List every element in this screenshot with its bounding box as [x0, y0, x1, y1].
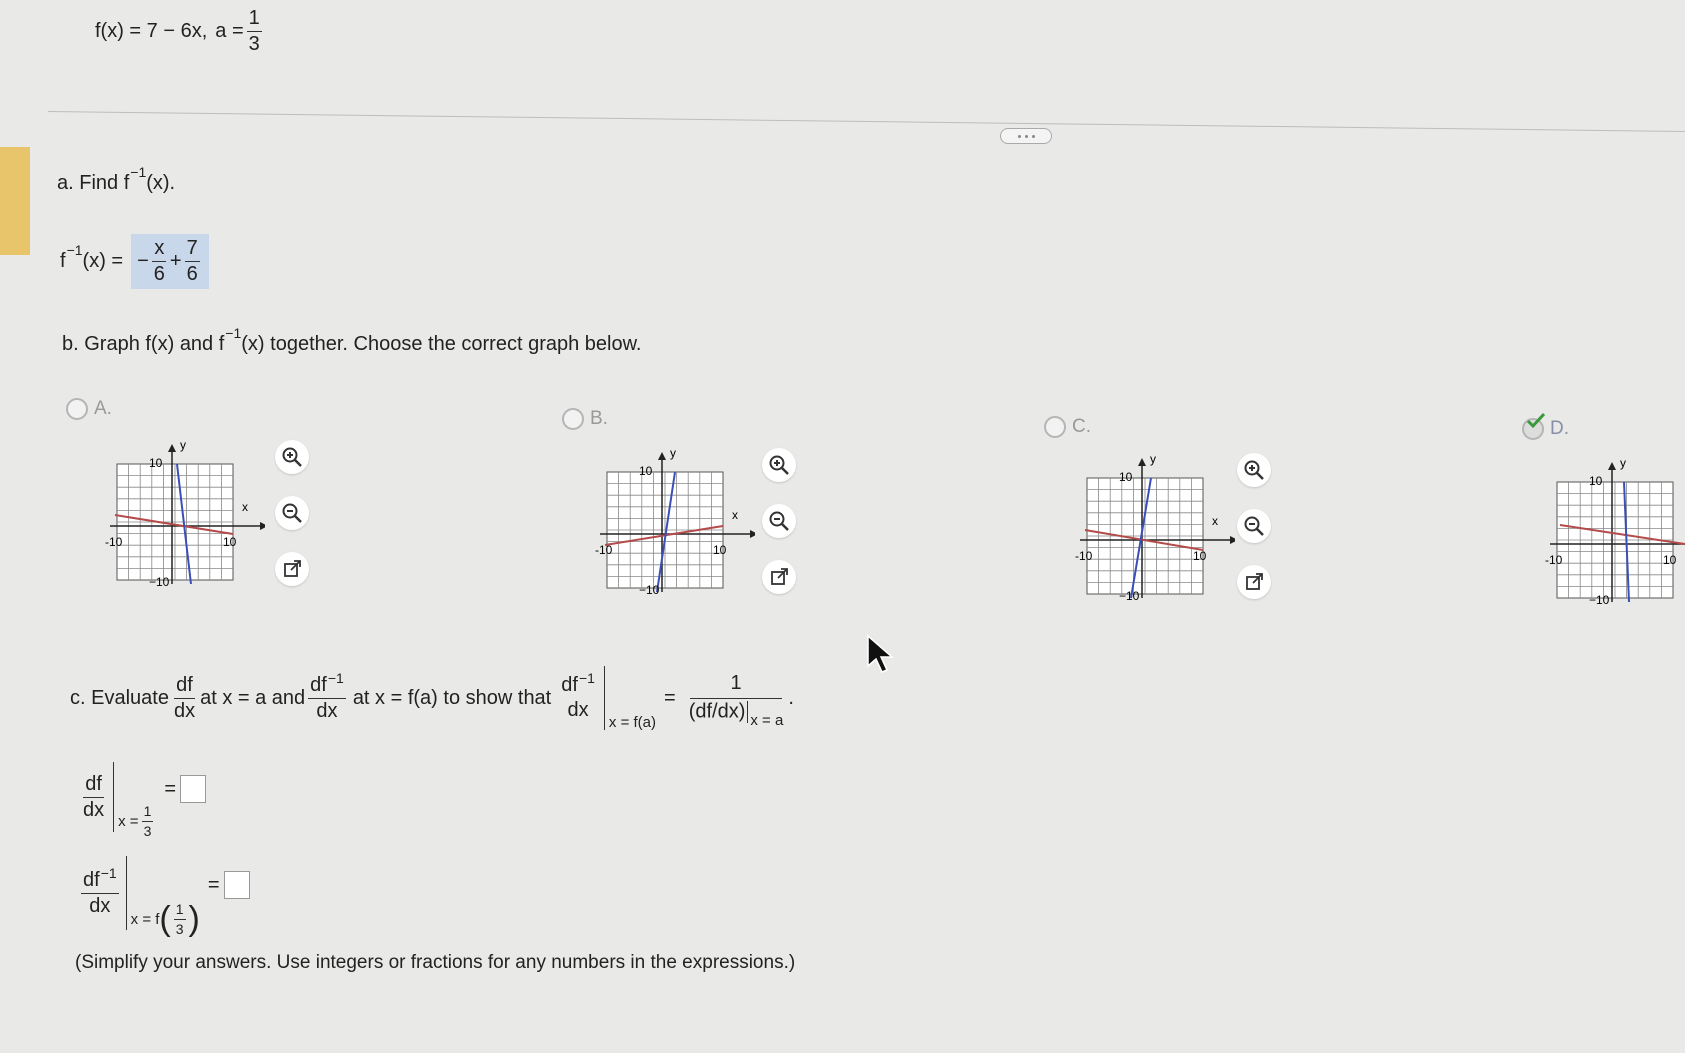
external-link-icon[interactable] — [1237, 565, 1271, 599]
option-a-graph[interactable] — [105, 434, 265, 594]
x-axis-label: x — [1212, 514, 1218, 528]
instructions-note: (Simplify your answers. Use integers or fractions for any numbers in the expressions.) — [75, 952, 796, 973]
external-link-icon[interactable] — [762, 560, 796, 594]
df-inverse-dx-row: $\frac{df^{-1}}{dx}$ x = f ( $\frac{1}{3}$ ) = — [78, 856, 250, 930]
df-dx-answer-input[interactable] — [180, 775, 206, 803]
part-a-prompt: a. Find $f^{-1}(x)$. — [57, 164, 176, 194]
left-accent-tab — [0, 147, 30, 255]
y-axis-arrow — [168, 444, 176, 452]
tick-label-y-neg: −10 — [149, 575, 170, 589]
option-b-radio[interactable]: B. — [562, 408, 608, 430]
mouse-cursor-icon — [866, 634, 896, 676]
y-axis-label: y — [670, 446, 676, 460]
tick-label-y-neg: −10 — [639, 583, 660, 597]
problem-statement — [95, 8, 265, 55]
x-axis-arrow — [750, 530, 755, 538]
option-c-graph[interactable] — [1075, 448, 1235, 608]
tick-label-x-pos: 10 — [223, 535, 237, 549]
external-link-icon[interactable] — [275, 552, 309, 586]
zoom-in-icon[interactable] — [762, 448, 796, 482]
y-axis-label: y — [1150, 452, 1156, 466]
df-inverse-dx-answer-input[interactable] — [224, 871, 250, 899]
option-d-radio[interactable]: D. — [1522, 418, 1569, 440]
tick-label-x-neg: -10 — [105, 535, 123, 549]
zoom-out-icon[interactable] — [275, 496, 309, 530]
tick-label-x-pos: 10 — [713, 543, 727, 557]
part-a-answer: f −1 (x) = − $\frac{x}{6}$ + $\frac{7}{6}$ — [60, 234, 209, 289]
tick-label-y-neg: −10 — [1589, 593, 1610, 607]
option-b-tools — [762, 448, 796, 594]
y-axis-arrow — [1138, 458, 1146, 466]
tick-label-x-neg: -10 — [595, 543, 613, 557]
tick-label-y-pos: 10 — [639, 464, 653, 478]
tick-label-x-neg: -10 — [1075, 549, 1093, 563]
tick-label-y-pos: 10 — [1589, 474, 1603, 488]
checkmark-icon — [1526, 412, 1546, 430]
tick-label-x-pos: 10 — [1193, 549, 1207, 563]
option-b-graph[interactable] — [595, 442, 755, 602]
function-definition: f(x) = 7 − 6x, — [95, 20, 208, 42]
tick-label-y-pos: 10 — [1119, 470, 1133, 484]
y-axis-arrow — [1608, 462, 1616, 470]
part-c-prompt: c. Evaluate $\frac{df}{dx}$ at x = a and $\frac{df^{-1}}{dx}$ at x = f(a) to show that $df^{-1}$ dx x = f(a) = $\frac{1}{(df/dx) _{x = a}}$ . — [70, 666, 794, 730]
a-definition: a = — [215, 20, 244, 42]
option-a-radio[interactable]: A. — [66, 398, 112, 420]
more-options-button[interactable] — [1000, 128, 1052, 144]
df-dx-row: $\frac{df}{dx}$ x = $\frac{1}{3}$ = — [78, 762, 206, 832]
y-axis-label: y — [180, 438, 186, 452]
option-d-graph[interactable] — [1545, 452, 1685, 612]
x-axis-arrow — [1230, 536, 1235, 544]
a-value-fraction: $\frac{1}{3}$ — [248, 7, 260, 55]
zoom-out-icon[interactable] — [762, 504, 796, 538]
tick-label-y-pos: 10 — [149, 456, 163, 470]
y-axis-arrow — [658, 452, 666, 460]
zoom-out-icon[interactable] — [1237, 509, 1271, 543]
y-axis-label: y — [1620, 456, 1626, 470]
x-axis-arrow — [260, 522, 265, 530]
x-axis-label: x — [732, 508, 738, 522]
inverse-answer-field[interactable]: − $\frac{x}{6}$ + $\frac{7}{6}$ — [131, 234, 209, 289]
section-divider — [48, 111, 1685, 132]
option-a-tools — [275, 440, 309, 586]
option-c-radio[interactable]: C. — [1044, 416, 1091, 438]
tick-label-x-neg: -10 — [1545, 553, 1563, 567]
option-c-tools — [1237, 453, 1271, 599]
zoom-in-icon[interactable] — [275, 440, 309, 474]
zoom-in-icon[interactable] — [1237, 453, 1271, 487]
tick-label-x-pos: 10 — [1663, 553, 1677, 567]
part-b-prompt: b. Graph f(x) and $f^{-1}(x)$ together. Choose the correct graph below. — [62, 325, 642, 355]
x-axis-label: x — [242, 500, 248, 514]
tick-label-y-neg: −10 — [1119, 589, 1140, 603]
